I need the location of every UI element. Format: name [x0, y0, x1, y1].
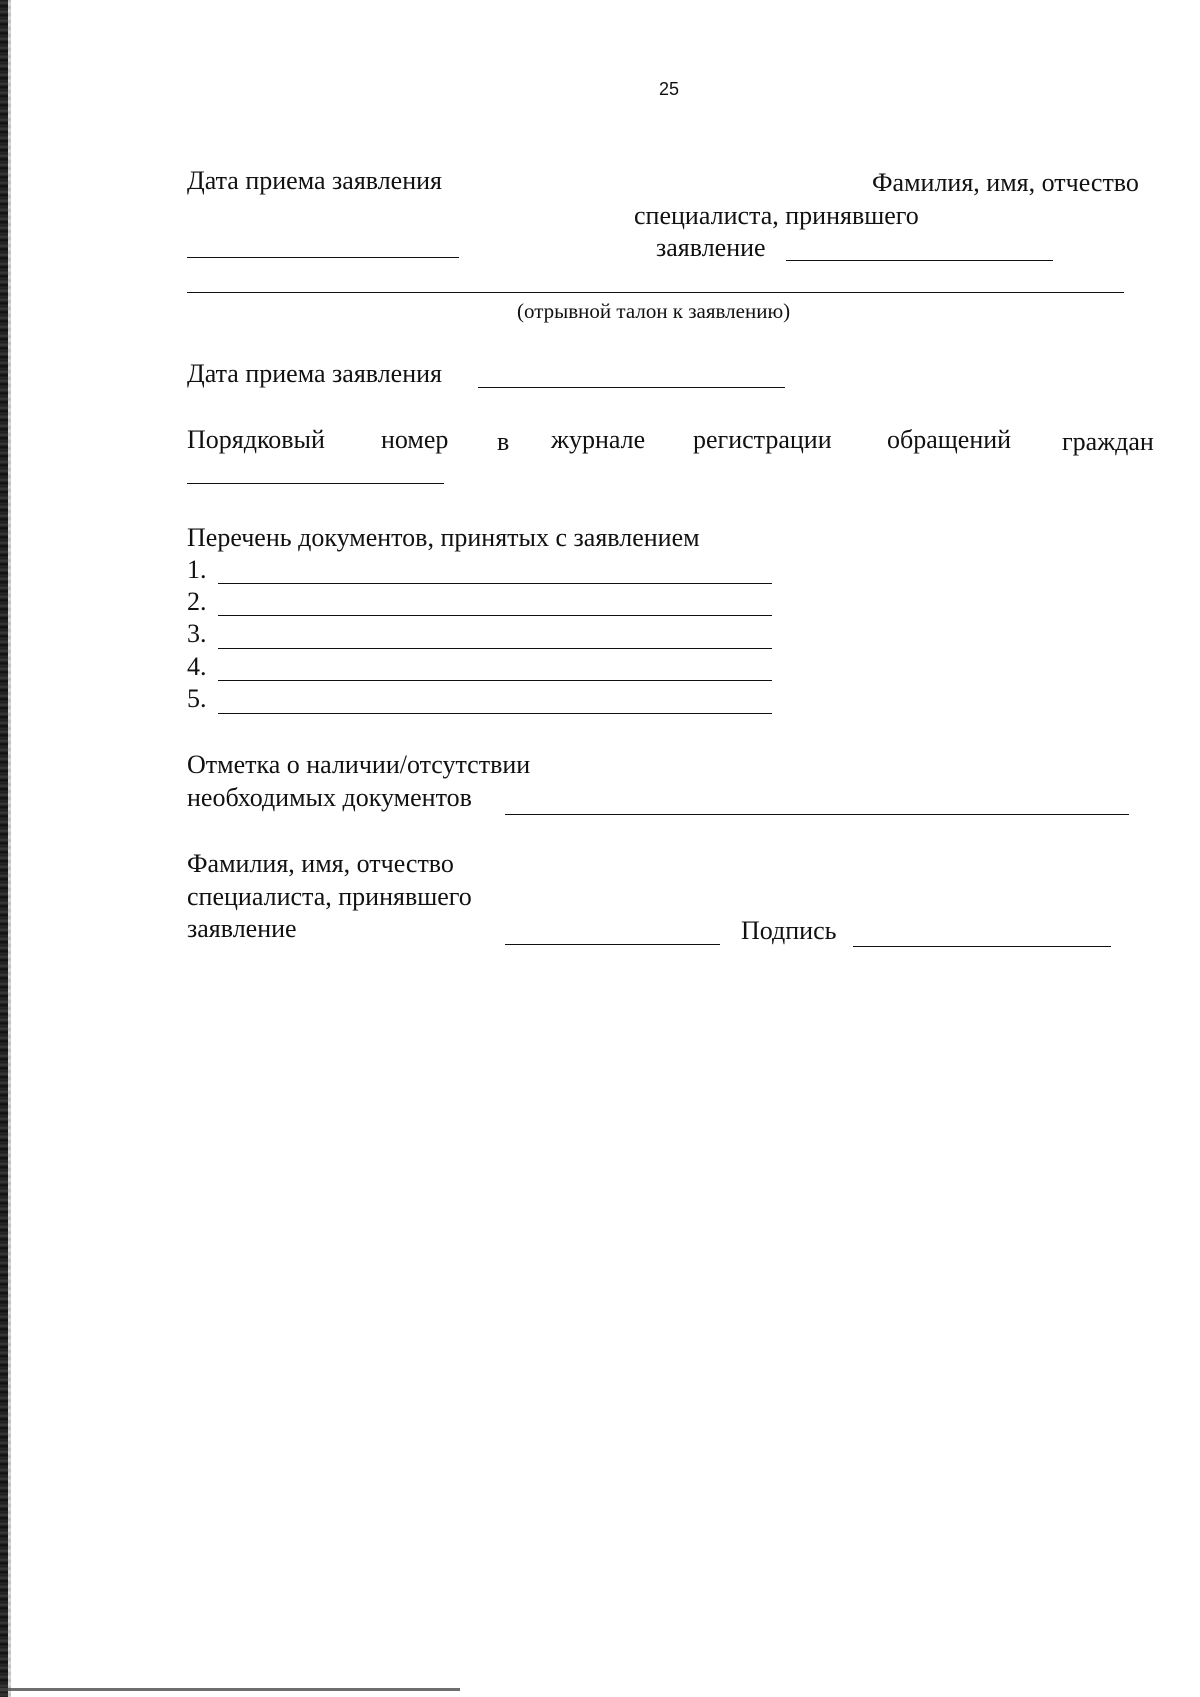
reg-word-1: Порядковый [187, 425, 325, 454]
document-blank-3[interactable] [218, 648, 772, 649]
date-label-top: Дата приема заявления [187, 166, 443, 195]
scan-edge-shadow [8, 0, 11, 1697]
document-item-number: 1. [187, 555, 207, 584]
fio-label-top-line1: Фамилия, имя, отчество [872, 168, 1139, 197]
signature-blank[interactable] [853, 946, 1111, 947]
reg-word-4: журнале [551, 425, 646, 454]
fio-stub-line2: специалиста, принявшего [187, 882, 472, 911]
reg-word-5: регистрации [693, 425, 832, 454]
date-blank-top[interactable] [187, 257, 459, 258]
presence-mark-line1: Отметка о наличии/отсутствии [187, 750, 531, 779]
fio-label-top-line2: специалиста, принявшего [634, 201, 919, 230]
document-blank-1[interactable] [218, 583, 772, 584]
document-item-number: 3. [187, 619, 207, 648]
document-item-number: 2. [187, 587, 207, 616]
scan-bottom-edge [0, 1688, 460, 1691]
page-number: 25 [659, 79, 680, 99]
date-blank-stub[interactable] [478, 387, 785, 388]
tear-off-caption: (отрывной талон к заявлению) [517, 299, 791, 323]
date-label-stub: Дата приема заявления [187, 359, 443, 388]
document-blank-5[interactable] [218, 713, 772, 714]
reg-word-7: граждан [1062, 427, 1154, 456]
document-blank-4[interactable] [218, 680, 772, 681]
fio-stub-line1: Фамилия, имя, отчество [187, 849, 454, 878]
documents-heading: Перечень документов, принятых с заявлением [187, 523, 700, 552]
fio-blank-top[interactable] [786, 260, 1053, 261]
document-item-number: 4. [187, 652, 207, 681]
presence-mark-line2: необходимых документов [187, 783, 472, 812]
fio-label-top-line3: заявление [656, 233, 766, 262]
fio-stub-line3: заявление [187, 914, 297, 943]
fio-blank-stub[interactable] [505, 944, 720, 945]
scan-edge [0, 0, 8, 1697]
reg-word-6: обращений [887, 425, 1012, 454]
reg-word-2: номер [381, 425, 449, 454]
presence-mark-blank[interactable] [505, 814, 1129, 815]
signature-label: Подпись [741, 916, 837, 945]
document-item-number: 5. [187, 684, 207, 713]
document-blank-2[interactable] [218, 615, 772, 616]
registration-number-blank[interactable] [187, 483, 444, 484]
reg-word-3: в [497, 427, 510, 456]
cut-line [187, 292, 1124, 293]
